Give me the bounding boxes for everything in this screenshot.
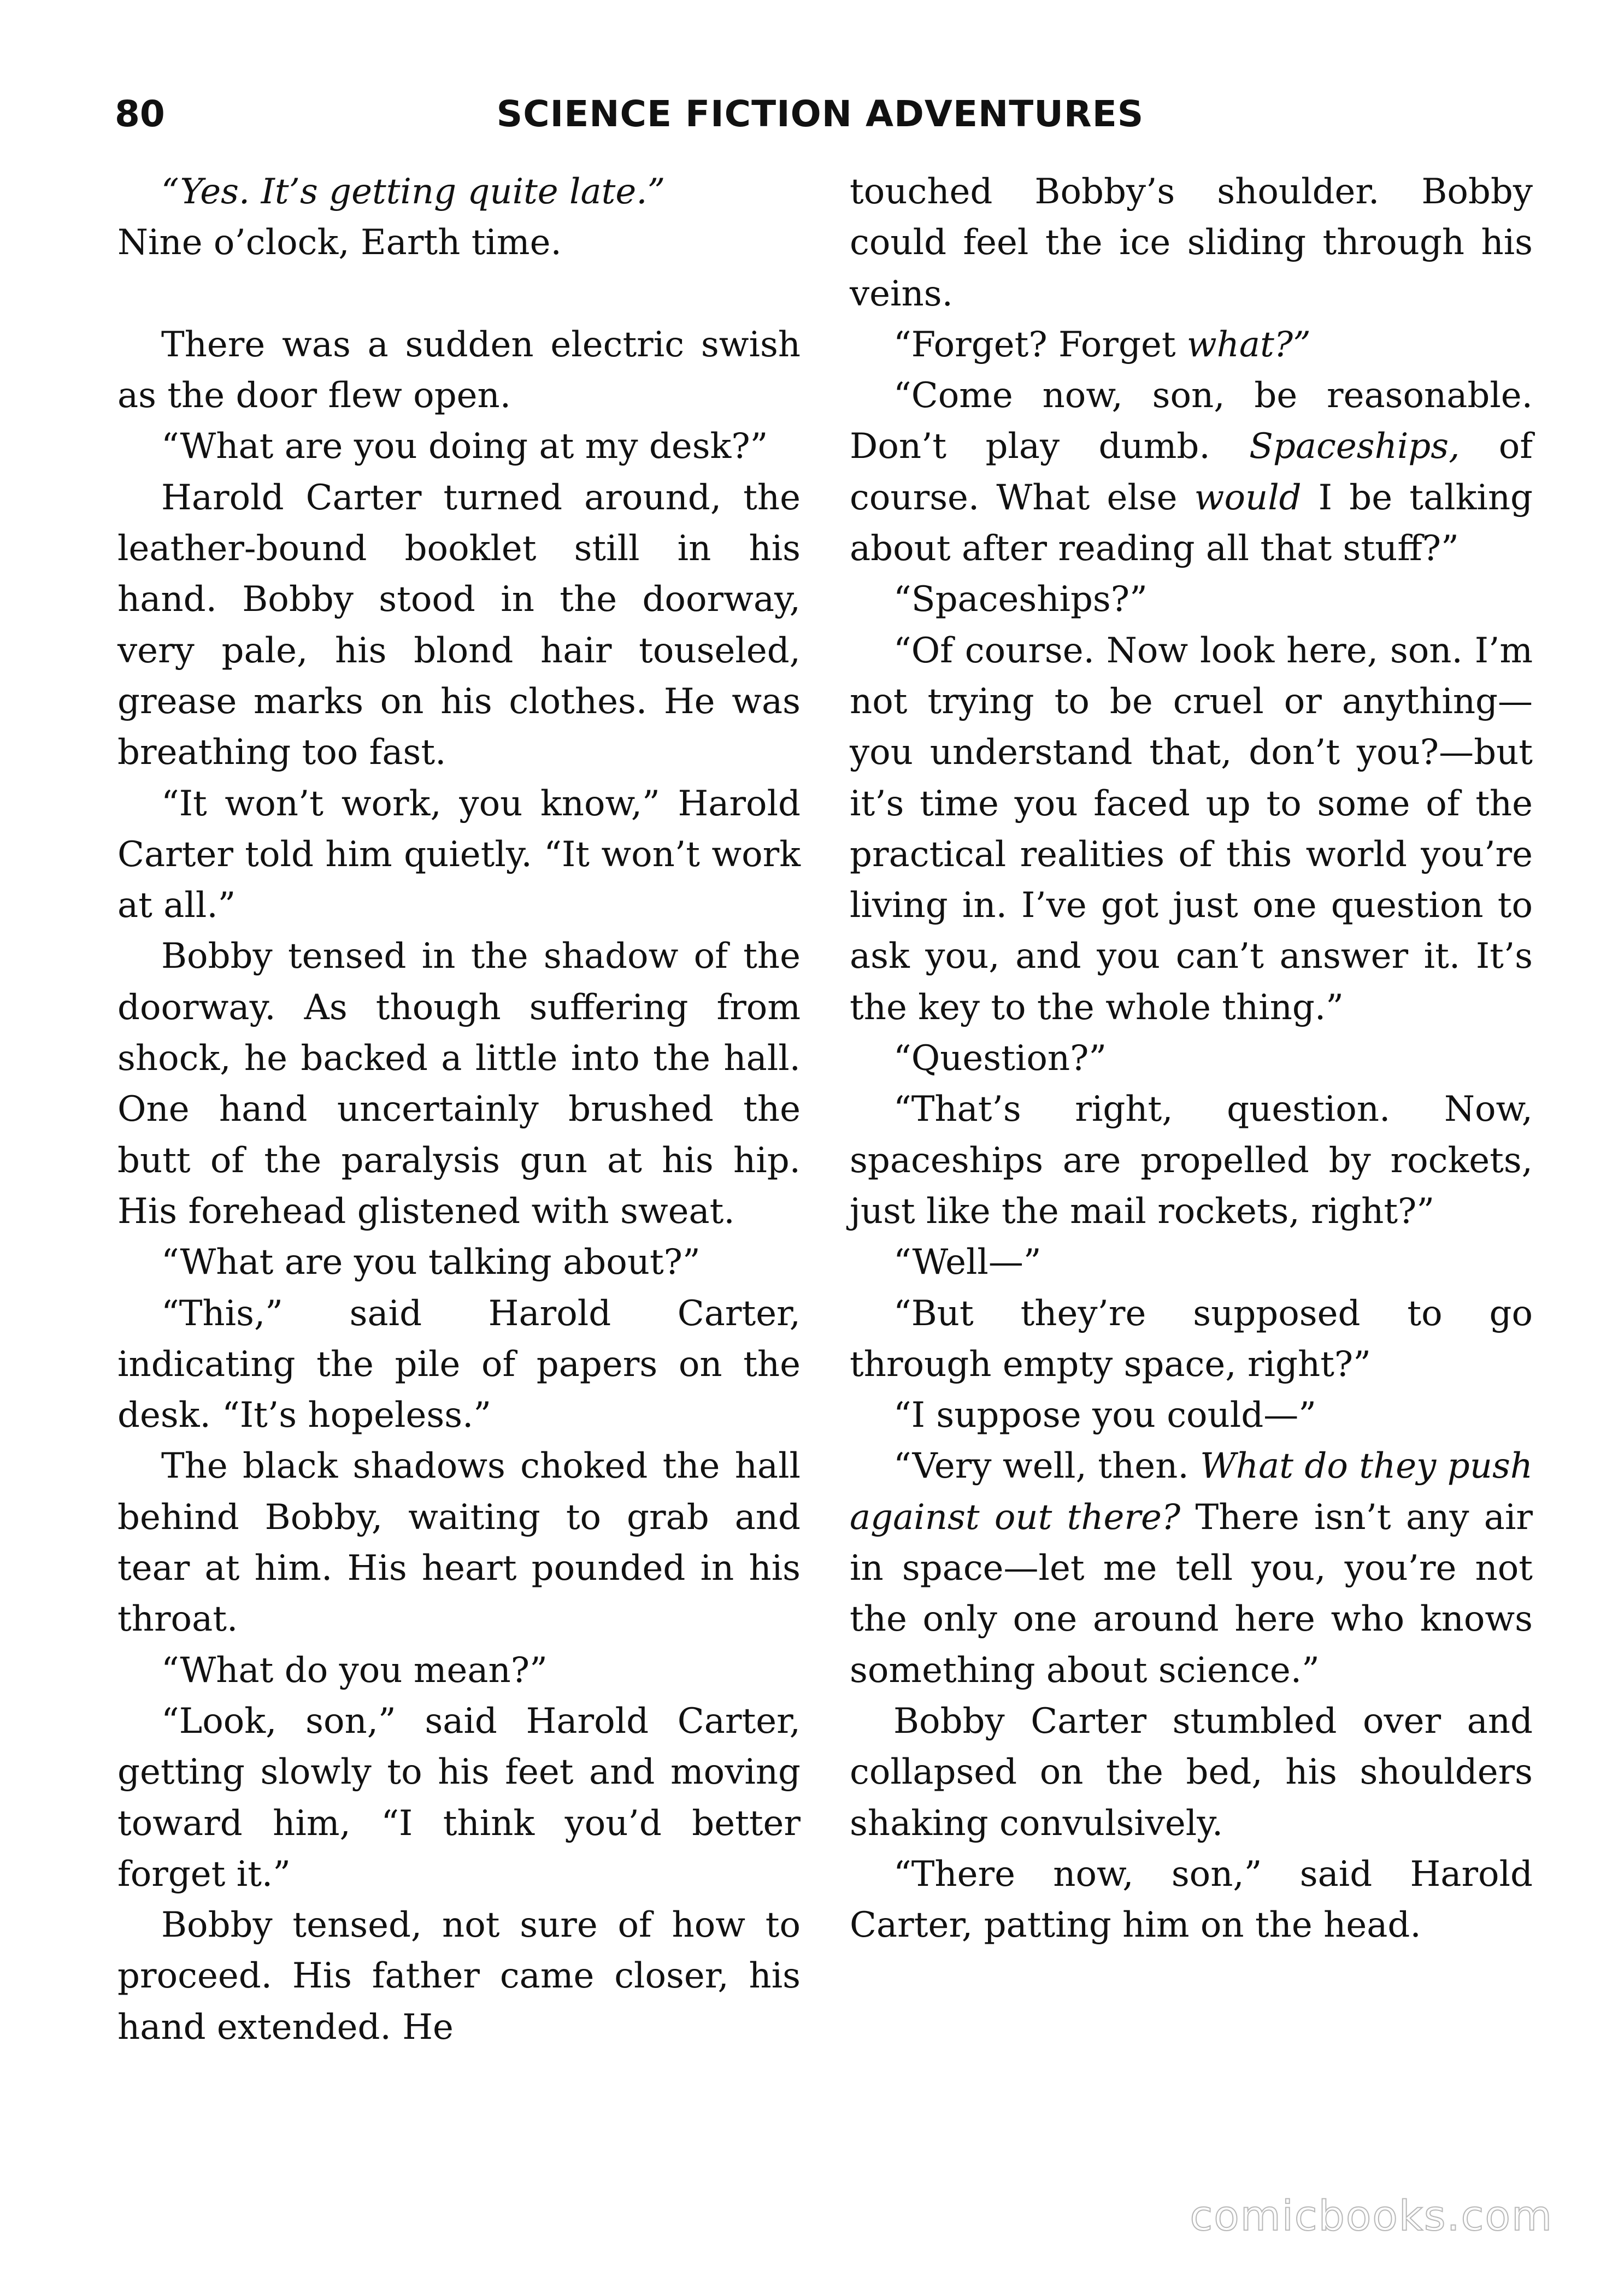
paragraph: “It won’t work, you know,” Harold Carter told him quietly. “It won’t work at all.” <box>117 783 801 926</box>
paragraph: Harold Carter turned around, the leather-bound booklet still in his hand. Bobby stood in the doorway, very pale, his blond hair touseled, grease marks on his clothes. He was breathing too fast. <box>117 477 801 773</box>
italic-text: What do they push against out there? <box>850 1446 1533 1538</box>
page-number: 80 <box>115 93 165 135</box>
paragraph: “What are you talking about?” <box>161 1242 701 1283</box>
paragraph <box>850 320 1533 370</box>
running-title: SCIENCE FICTION ADVENTURES <box>496 93 1144 135</box>
paragraph: “There now, son,” said Harold Carter, patting him on the head. <box>850 1854 1533 1946</box>
left-column <box>117 167 801 2053</box>
text-run: of course. What else <box>850 426 1533 518</box>
paragraph <box>850 370 1533 574</box>
paragraph <box>117 167 801 269</box>
paragraph: touched Bobby’s shoulder. Bobby could feel the ice sliding through his veins. <box>850 172 1533 314</box>
text-line: Nine o’clock, Earth time. <box>117 222 562 263</box>
page-header <box>115 93 1526 142</box>
watermark: comicbooks.com <box>1190 2191 1553 2240</box>
text-run: I be talking about after reading all that stuff?” <box>850 477 1533 569</box>
paragraph: “I suppose you could—” <box>893 1395 1316 1436</box>
section-break <box>117 269 801 320</box>
text-run: “Forget? Forget <box>893 324 1187 365</box>
text-run: “Come now, son, be reasonable. Don’t play dumb. <box>850 375 1533 467</box>
paragraph: There was a sudden electric swish as the door flew open. <box>117 324 801 416</box>
paragraph: “Well—” <box>893 1242 1042 1283</box>
paragraph: The black shadows choked the hall behind Bobby, waiting to grab and tear at him. His heart pounded in his throat. <box>117 1446 801 1640</box>
italic-text: would <box>1194 477 1302 518</box>
paragraph: Bobby Carter stumbled over and collapsed on the bed, his shoulders shaking convulsively. <box>850 1701 1533 1844</box>
text-run: There isn’t any air in space—let me tell you, you’re not the only one around here who knows something about science.” <box>850 1497 1533 1691</box>
italic-text: what?” <box>1186 324 1311 365</box>
paragraph: “This,” said Harold Carter, indicating the pile of papers on the desk. “It’s hopeless.” <box>117 1293 801 1436</box>
paragraph: Bobby tensed in the shadow of the doorway. As though suffering from shock, he backed a little into the hall. One hand uncertainly brushed the butt of the paralysis gun at his hip. His forehead glistened with sweat. <box>117 936 801 1232</box>
italic-text: “Yes. It’s getting quite late.” <box>161 172 666 212</box>
right-column <box>850 167 1533 1951</box>
paragraph: “What are you doing at my desk?” <box>161 426 768 467</box>
text-run: “Very well, then. <box>893 1446 1201 1487</box>
paragraph: Bobby tensed, not sure of how to proceed. His father came closer, his hand extended. He <box>117 1905 801 2048</box>
paragraph: “But they’re supposed to go through empty space, right?” <box>850 1293 1533 1385</box>
paragraph: “That’s right, question. Now, spaceships are propelled by rockets, just like the mail rockets, right?” <box>850 1089 1533 1232</box>
paragraph: “Of course. Now look here, son. I’m not trying to be cruel or anything—you understand that, don’t you?—but it’s time you faced up to some of the practical realities of this world you’re living in. I’ve got just one question to ask you, and you can’t answer it. It’s the key to the whole thing.” <box>850 630 1533 1028</box>
paragraph <box>850 1441 1533 1696</box>
paragraph: “Spaceships?” <box>893 579 1148 620</box>
paragraph: “Question?” <box>893 1038 1107 1079</box>
italic-text: Spaceships, <box>1249 426 1460 467</box>
paragraph: “Look, son,” said Harold Carter, getting slowly to his feet and moving toward him, “I think you’d better forget it.” <box>117 1701 801 1895</box>
paragraph: “What do you mean?” <box>161 1650 548 1691</box>
